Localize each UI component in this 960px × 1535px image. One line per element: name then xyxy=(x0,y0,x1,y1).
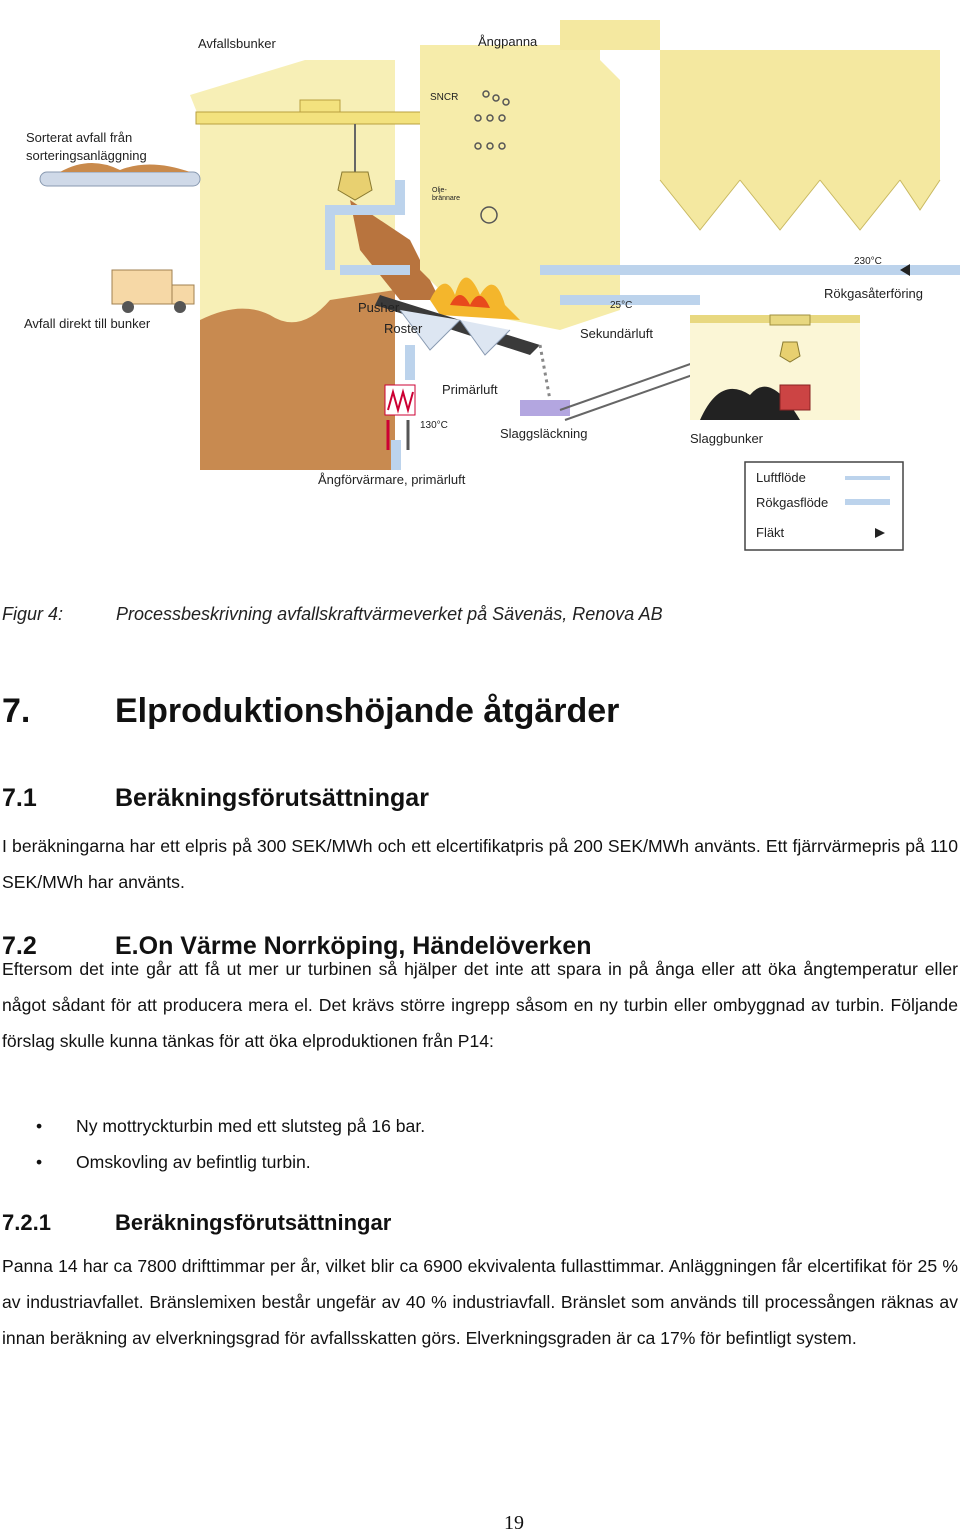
process-diagram-svg xyxy=(0,0,960,580)
list-item: • Ny mottryckturbin med ett slutsteg på 16 bar. xyxy=(36,1116,426,1136)
flue-gas-treatment xyxy=(620,50,940,180)
section-7-2-1-heading xyxy=(2,1210,391,1236)
section-7-2-1-title: Beräkningsförutsättningar xyxy=(115,1210,392,1235)
section-7-1-text: I beräkningarna har ett elpris på 300 SEK/MWh och ett elcertifikatpris på 200 SEK/MWh använts. Ett fjärrvärmepris på 110 SEK/MWh har använts. xyxy=(2,836,958,892)
section-7-number: 7. xyxy=(2,692,31,730)
label-slaggslackning: Slaggsläckning xyxy=(500,426,588,441)
label-olje-2: brännare xyxy=(432,195,461,202)
label-avfall-direkt: Avfall direkt till bunker xyxy=(24,316,151,331)
label-temp-25: 25°C xyxy=(610,300,633,311)
section-7-2-1-text: Panna 14 har ca 7800 drifttimmar per år, vilket blir ca 6900 ekvivalenta fullasttimmar. Anläggningen får elcertifikat för 25 % av industriavfallet. Bränslemixen består ungefär av 40 % industriavfall. Bränslet som används till processången räknas av innan beräkning av elverkningsgrad för avfallsskatten görs. Elverkningsgraden är ca 17% för befintligt system. xyxy=(2,1256,958,1348)
crane-beam xyxy=(196,112,438,124)
section-7-title: Elproduktionshöjande åtgärder xyxy=(115,692,620,730)
label-angpanna: Ångpanna xyxy=(478,34,538,49)
legend-luftflode: Luftflöde xyxy=(756,470,806,485)
slag-quench xyxy=(520,400,570,416)
legend-rokgasflode: Rökgasflöde xyxy=(756,495,829,510)
section-7-1-title: Beräkningsförutsättningar xyxy=(115,784,429,812)
section-7-2-text: Eftersom det inte går att få ut mer ur turbinen så hjälper det inte att spara in på ånga eller att öka ångtemperatur eller något sådant för att producera mera el. Det krävs större ingrepp såsom en ny turbin eller ombyggnad av turbin. Följande förslag skulle kunna tänkas för att öka elproduktionen från P14: xyxy=(2,959,958,1051)
label-angforvarmare: Ångförvärmare, primärluft xyxy=(318,472,466,487)
label-avfallsbunker: Avfallsbunker xyxy=(198,36,276,51)
section-7-2-number: 7.2 xyxy=(2,932,37,960)
label-sncr: SNCR xyxy=(430,92,459,103)
label-temp-230: 230°C xyxy=(854,256,882,267)
label-primarluft: Primärluft xyxy=(442,382,498,397)
section-7-1-number: 7.1 xyxy=(2,784,37,812)
label-pusher: Pusher xyxy=(358,300,400,315)
truck xyxy=(112,270,172,304)
label-temp-130: 130°C xyxy=(420,420,448,431)
caption-number: Figur 4: xyxy=(2,604,64,624)
caption-text: Processbeskrivning avfallskraftvärmeverket på Sävenäs, Renova AB xyxy=(116,604,663,624)
section-7-1-heading xyxy=(2,784,429,813)
section-7-2-1-number: 7.2.1 xyxy=(2,1210,51,1235)
label-sorterat-2: sorteringsanläggning xyxy=(26,148,147,163)
label-roster: Roster xyxy=(384,321,423,336)
legend-flakt: Fläkt xyxy=(756,525,785,540)
figure-caption xyxy=(2,604,663,625)
label-sorterat-1: Sorterat avfall från xyxy=(26,130,133,145)
bullet-list xyxy=(36,1108,425,1180)
section-7-2-title: E.On Värme Norrköping, Händelöverken xyxy=(115,932,592,960)
list-item: • Omskovling av befintlig turbin. xyxy=(36,1152,311,1172)
process-diagram xyxy=(0,0,960,580)
label-sekundarluft: Sekundärluft xyxy=(580,326,653,341)
section-7-heading xyxy=(2,692,619,731)
label-olje-1: Olje- xyxy=(432,187,447,194)
label-rokgasaterforing: Rökgasåterföring xyxy=(824,286,923,301)
page-number: 19 xyxy=(504,1512,524,1534)
label-slaggbunker: Slaggbunker xyxy=(690,431,763,446)
